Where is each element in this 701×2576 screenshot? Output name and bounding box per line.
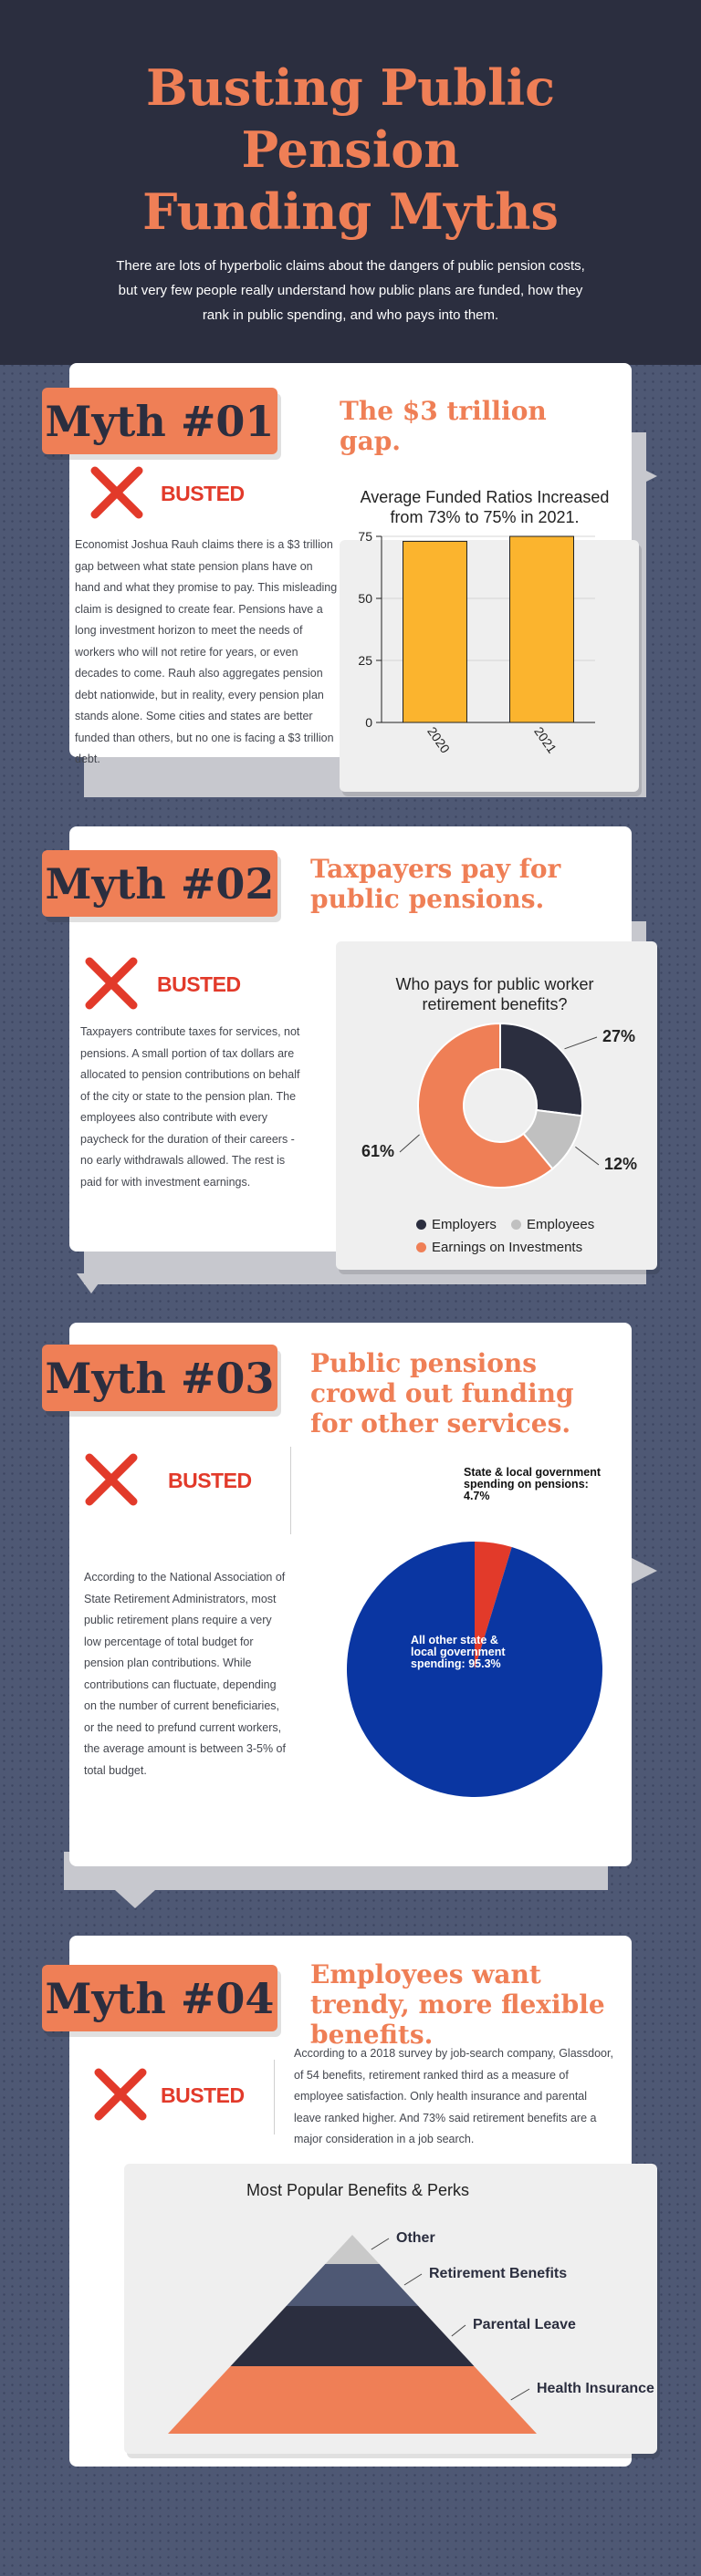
myth-body-4: According to a 2018 survey by job-search company, Glassdoor, of 54 benefits, retirement ranked third as a measure of employee satisfaction. Only health insurance and parental leave ranked higher. And 73% said retirement benefits are a major consideration in a job search. [294,2047,613,2145]
leader-line [371,2238,389,2249]
pyramid-level [325,2235,379,2264]
y-tick-label: 75 [358,529,372,544]
intro-text: There are lots of hyperbolic claims about the dangers of public pension costs, but very few people really understand how public plans are funded, how they rank in public spending, and who pays into them. [116,258,585,323]
pie-label-pensions: State & local government spending on pensions: 4.7% [464,1466,602,1502]
leader-line [565,1037,597,1049]
myth-body-2: Taxpayers contribute taxes for services, not pensions. A small portion of tax dollars are allocated to pension contributions on behalf of the city or state to the pension plan. The employees also contribute with every paycheck for the duration of their careers - no early withdrawals allowed. The rest is paid for with investment earnings. [80,1025,300,1189]
myth-tab-4: Myth #04 [42,1965,277,2031]
pyramid-label: Other [396,2230,435,2246]
x-tick-label: 2021 [531,723,560,756]
legend-label: Employees [527,1217,595,1232]
divider [274,2060,275,2135]
x-tick-label: 2020 [424,723,454,756]
legend-swatch [511,1220,521,1230]
legend-swatch [416,1220,426,1230]
myth-heading-1: The $3 trillion gap. [340,396,547,456]
legend-swatch [416,1242,426,1252]
busted-label: BUSTED [161,482,245,505]
myth-body-1: Economist Joshua Rauh claims there is a $3 trillion gap between what state pension plans have on hand and what they promise to pay. This misleading claim is designed to create fear. Pensions have a long investment horizon to meet the needs of workers who will not retire for years, or even decades to come. Rauh also aggregates pension debt nationwide, but in reality, every pension plan stands alone. Some cities and states are better funded than others, but no one is facing a $3 trillion debt. [75,538,338,765]
pyramid-level [168,2366,537,2434]
myth-heading-4: Employees want trendy, more flexible benefits. [310,1959,605,2050]
bar [510,536,574,722]
slice-label: 12% [604,1155,638,1173]
legend-item [416,1217,497,1232]
pyramid-level [287,2264,419,2306]
slice-label: 61% [361,1142,394,1160]
leader-line [511,2389,529,2400]
pyramid-label: Parental Leave [473,2317,576,2332]
bar [403,541,467,722]
pyramid-title: Most Popular Benefits & Perks [246,2181,470,2199]
shadow-arrow [632,463,657,489]
donut-chart-title: Who pays for public worker retirement benefits? [395,975,594,1013]
bar-chart-title: Average Funded Ratios Increased from 73% to 75% in 2021. [360,488,610,526]
busted-label: BUSTED [161,2083,245,2107]
divider [290,1447,291,1534]
legend-item [416,1240,635,1255]
leader-line [400,1135,420,1152]
myth-body-3: According to the National Association of State Retirement Administrators, most public retirement plans require a very low percentage of total budget for pension plan contributions. While contributions can fluctuate, depending on the number of current beneficiaries, or the need to prefund current workers, the average amount is between 3-5% of total budget. [84,1571,286,1777]
x-icon [91,2065,150,2124]
y-tick-label: 0 [365,715,372,730]
donut-chart [347,1013,648,1204]
busted-label: BUSTED [157,972,241,996]
bar-chart [340,520,604,784]
legend-item [511,1217,594,1232]
y-tick-label: 25 [358,653,372,668]
x-icon [82,954,141,1013]
myth-tab-3: Myth #03 [42,1345,277,1411]
shadow-arrow [77,1273,106,1293]
pyramid-level [231,2306,475,2366]
myth-heading-3: Public pensions crowd out funding for other services. [310,1348,574,1439]
donut-legend [416,1217,635,1255]
myth-heading-2: Taxpayers pay for public pensions. [310,854,561,914]
pie-label-other: All other state & local government spending: 95.3% [411,1634,506,1670]
leader-line [404,2274,422,2285]
x-icon [82,1450,141,1509]
header-banner [0,0,701,365]
pie-chart [310,1450,648,1797]
myth-tab-2: Myth #02 [42,850,277,917]
y-tick-label: 50 [358,591,372,606]
pyramid-label: Retirement Benefits [429,2266,568,2281]
donut-slice [500,1023,582,1116]
leader-line [452,2325,466,2336]
legend-label: Employers [432,1217,497,1232]
slice-label: 27% [602,1027,636,1045]
x-icon [88,463,146,522]
leader-line [575,1147,599,1165]
pyramid-label: Health Insurance [537,2381,654,2396]
busted-label: BUSTED [168,1469,252,1492]
page-title: Busting Public Pension Funding Myths [142,58,559,241]
benefits-pyramid [146,2207,657,2454]
shadow-arrow [115,1890,155,1908]
legend-label: Earnings on Investments [432,1240,583,1255]
myth-tab-1: Myth #01 [42,388,277,454]
